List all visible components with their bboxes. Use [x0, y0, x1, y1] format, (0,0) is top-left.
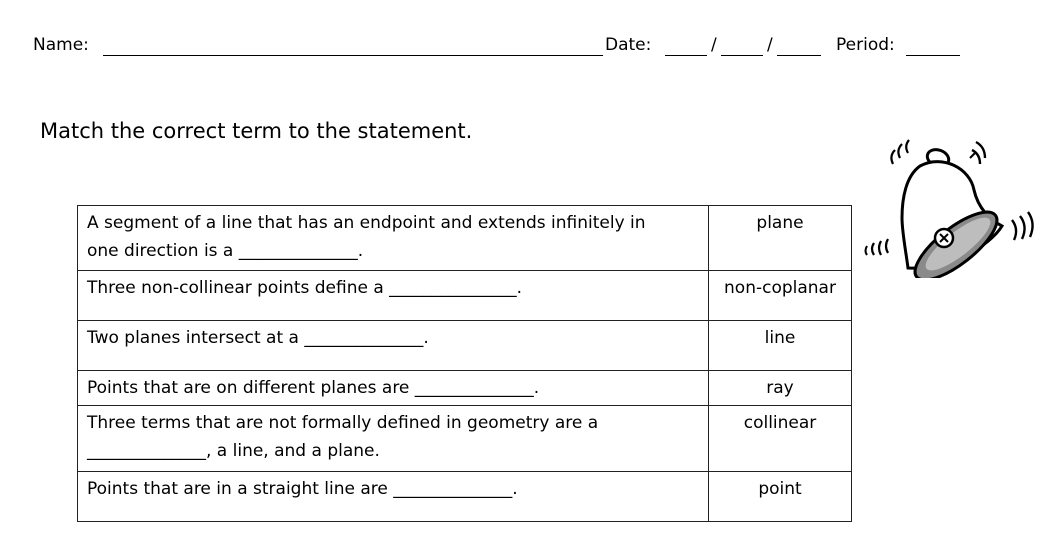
term-cell: non-coplanar: [709, 271, 852, 321]
statement-line: Three non-collinear points define a _______________.: [87, 278, 523, 298]
table-row: [78, 321, 852, 371]
statement-cell: [78, 206, 709, 271]
statement-cell: [78, 271, 709, 321]
matching-table: [77, 205, 852, 522]
term-cell: plane: [709, 206, 852, 271]
period-blank[interactable]: [906, 35, 960, 56]
statement-line: ______________, a line, and a plane.: [87, 441, 380, 461]
worksheet-header: [33, 35, 1033, 61]
date-month-blank[interactable]: [665, 35, 707, 56]
instruction-text: Match the correct term to the statement.: [40, 119, 473, 143]
statement-cell: [78, 472, 709, 522]
table-row: [78, 472, 852, 522]
name-label: Name:: [33, 35, 89, 55]
name-blank[interactable]: [103, 35, 603, 56]
statement-cell: [78, 321, 709, 371]
term-cell: collinear: [709, 406, 852, 472]
statement-line: A segment of a line that has an endpoint and extends infinitely in: [87, 213, 646, 233]
statement-line: Points that are on different planes are ______________.: [87, 378, 540, 398]
period-label: Period:: [836, 35, 895, 55]
term-cell: ray: [709, 371, 852, 406]
statement-line: Three terms that are not formally defined in geometry are a: [87, 413, 599, 433]
date-day-blank[interactable]: [721, 35, 763, 56]
statement-cell: [78, 406, 709, 472]
term-cell: point: [709, 472, 852, 522]
statement-line: one direction is a ______________.: [87, 241, 364, 261]
date-separator-2: /: [767, 35, 773, 55]
table-row: [78, 406, 852, 472]
term-cell: line: [709, 321, 852, 371]
table-row: [78, 271, 852, 321]
ringing-bell-icon: [862, 128, 1042, 278]
statement-cell: [78, 371, 709, 406]
date-separator-1: /: [711, 35, 717, 55]
date-label: Date:: [605, 35, 652, 55]
table-row: [78, 371, 852, 406]
date-year-blank[interactable]: [777, 35, 821, 56]
statement-line: Points that are in a straight line are ______________.: [87, 479, 518, 499]
statement-line: Two planes intersect at a ______________.: [87, 328, 429, 348]
table-row: [78, 206, 852, 271]
